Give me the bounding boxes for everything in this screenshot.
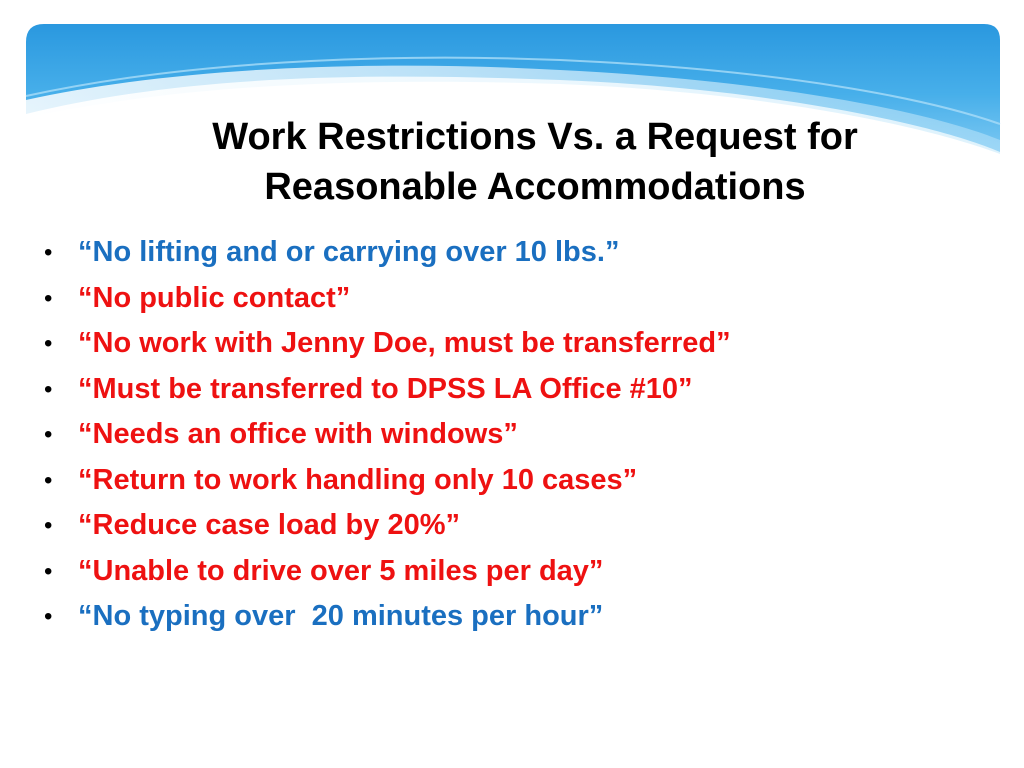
bullet-point-icon: •	[44, 421, 53, 448]
bullet-point-icon: •	[44, 557, 53, 585]
bullet-item	[44, 503, 1004, 549]
bullet-text: “No lifting and or carrying over 10 lbs.”	[78, 236, 620, 268]
bullet-text: “Return to work handling only 10 cases”	[78, 463, 638, 496]
bullet-list	[44, 230, 1004, 640]
bullet-point-icon: •	[44, 466, 53, 494]
bullet-text: “Must be transferred to DPSS LA Office #10”	[78, 372, 693, 405]
bullet-point-icon: •	[44, 239, 53, 266]
bullet-point-icon: •	[44, 512, 53, 539]
bullet-item	[44, 549, 1004, 595]
bullet-text: “No work with Jenny Doe, must be transferred”	[78, 327, 731, 359]
bullet-text: “Reduce case load by 20%”	[78, 509, 460, 541]
bullet-item	[44, 276, 1004, 322]
bullet-item	[44, 367, 1004, 413]
bullet-item	[44, 594, 1004, 640]
bullet-point-icon: •	[44, 284, 53, 312]
bullet-text: “No typing over 20 minutes per hour”	[78, 600, 604, 632]
bullet-text: “No public contact”	[78, 281, 351, 314]
bullet-item	[44, 412, 1004, 458]
slide-title-line-1: Work Restrictions Vs. a Request for	[212, 116, 858, 158]
slide-title-line-2: Reasonable Accommodations	[264, 166, 806, 208]
bullet-text: “Needs an office with windows”	[78, 418, 518, 450]
bullet-item	[44, 321, 1004, 367]
bullet-point-icon: •	[44, 375, 53, 403]
bullet-item	[44, 458, 1004, 504]
bullet-point-icon: •	[44, 330, 53, 357]
bullet-item	[44, 230, 1004, 276]
bullet-text: “Unable to drive over 5 miles per day”	[78, 554, 604, 587]
slide-title	[110, 112, 960, 212]
bullet-point-icon: •	[44, 603, 53, 630]
